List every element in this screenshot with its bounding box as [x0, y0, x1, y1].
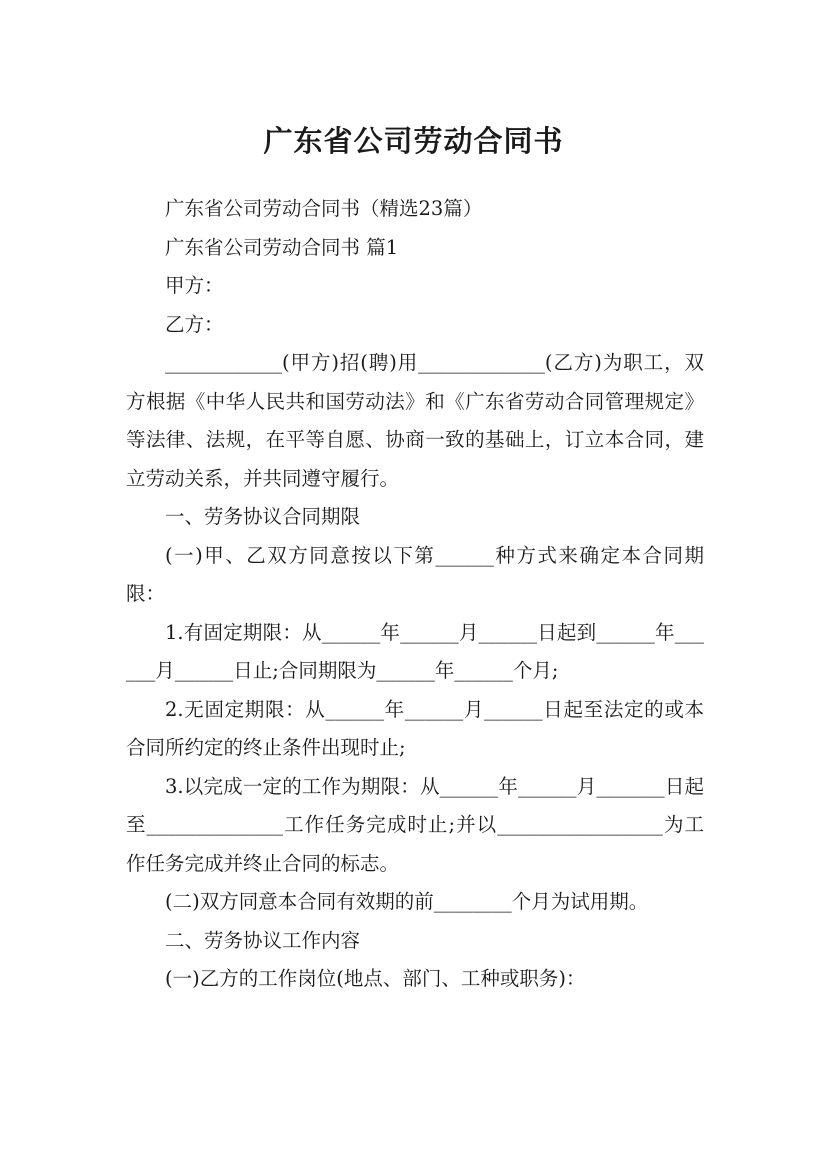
paragraph-open-term: 2.无固定期限：从______年______月______日起至法定的或本合同所约定的终止条件出现时止;	[126, 697, 704, 759]
paragraph-heading-work: 二、劳务协议工作内容	[165, 928, 361, 952]
paragraph-term-method: (一)甲、乙双方同意按以下第______种方式来确定本合同期限：	[126, 543, 704, 605]
paragraph-probation: (二)双方同意本合同有效期的前________个月为试用期。	[165, 890, 649, 913]
paragraph-heading-term: 一、劳务协议合同期限	[165, 505, 361, 528]
paragraph-work-post: (一)乙方的工作岗位(地点、部门、工种或职务)：	[165, 967, 586, 990]
paragraph-subtitle: 广东省公司劳动合同书（精选23篇）	[165, 197, 483, 220]
document-body	[126, 190, 704, 999]
paragraph-preamble: ____________(甲方)招(聘)用_____________(乙方)为职工，双方根据《中华人民共和国劳动法》和《广东省劳动合同管理规定》等法律、法规，在平等自愿、协商一致的基础上，订立本合同，建立劳动关系，并共同遵守履行。	[126, 351, 704, 490]
document-title: 广东省公司劳动合同书	[263, 124, 564, 159]
paragraph-section-heading: 广东省公司劳动合同书 篇1	[165, 235, 399, 259]
paragraph-task-term: 3.以完成一定的工作为期限：从______年______月_______日起至______________工作任务完成时止;并以_________________为工作任务完成并终止合同的标志。	[126, 774, 704, 875]
paragraph-fixed-term: 1.有固定期限：从______年______月______日起到______年______月______日止;合同期限为______年______个月;	[126, 620, 704, 682]
paragraph-party-a: 甲方：	[165, 274, 224, 297]
paragraph-party-b: 乙方：	[165, 312, 224, 336]
